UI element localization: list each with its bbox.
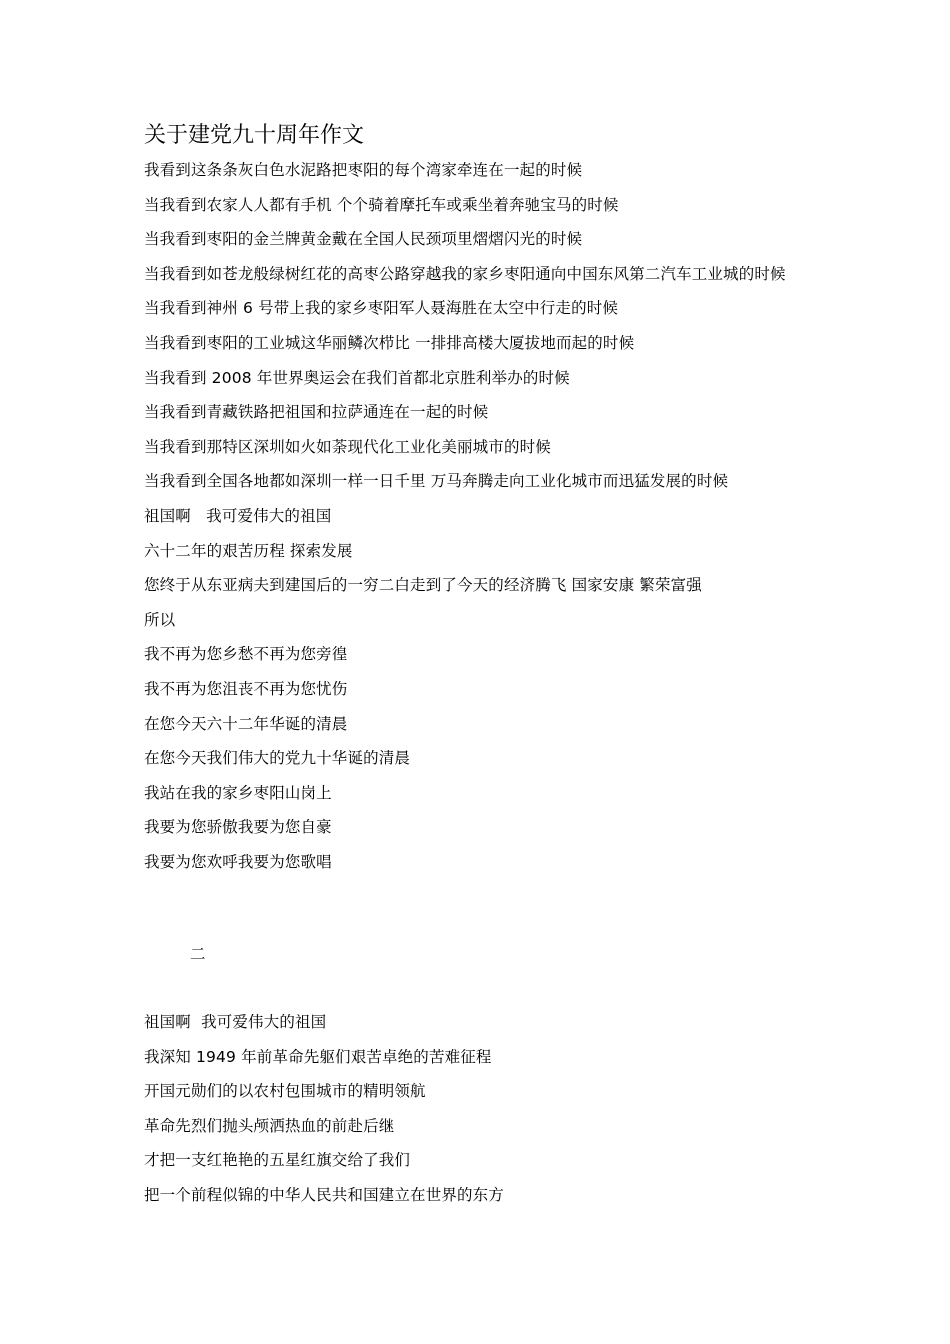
text-line: 当我看到神州 6 号带上我的家乡枣阳军人聂海胜在太空中行走的时候: [144, 299, 619, 318]
section-number: 二: [190, 945, 206, 963]
text-line: 我看到这条条灰白色水泥路把枣阳的每个湾家牵连在一起的时候: [144, 161, 583, 179]
document-title: 关于建党九十周年作文: [144, 123, 365, 148]
text-line: 当我看到农家人人都有手机 个个骑着摩托车或乘坐着奔驰宝马的时候: [144, 195, 619, 214]
text-line: 祖国啊 我可爱伟大的祖国: [144, 506, 332, 525]
text-line: 当我看到全国各地都如深圳一样一日千里 万马奔腾走向工业化城市而迅猛发展的时候: [144, 472, 729, 491]
text-line: 在您今天我们伟大的党九十华诞的清晨: [144, 749, 411, 768]
text-line: 当我看到那特区深圳如火如荼现代化工业化美丽城市的时候: [144, 437, 551, 456]
text-line: 开国元勋们的以农村包围城市的精明领航: [144, 1082, 426, 1101]
text-line: 革命先烈们抛头颅洒热血的前赴后继: [144, 1116, 395, 1135]
text-line: 我深知 1949 年前革命先躯们艰苦卓绝的苦难征程: [144, 1047, 492, 1066]
text-line: 我站在我的家乡枣阳山岗上: [144, 783, 332, 802]
text-line: 当我看到枣阳的工业城这华丽鳞次栉比 一排排高楼大厦拔地而起的时候: [144, 333, 635, 352]
text-line: 在您今天六十二年华诞的清晨: [144, 714, 348, 733]
text-line: 当我看到青藏铁路把祖国和拉萨通连在一起的时候: [144, 403, 489, 422]
text-line: 您终于从东亚病夫到建国后的一穷二白走到了今天的经济腾飞 国家安康 繁荣富强: [144, 576, 702, 595]
text-line: 祖国啊 我可爱伟大的祖国: [144, 1013, 327, 1031]
text-line: 六十二年的艰苦历程 探索发展: [144, 541, 353, 560]
text-line: 把一个前程似锦的中华人民共和国建立在世界的东方: [144, 1185, 504, 1204]
text-line: 当我看到 2008 年世界奥运会在我们首都北京胜利举办的时候: [144, 368, 570, 387]
text-line: 我要为您骄傲我要为您自豪: [144, 818, 332, 837]
text-line: 当我看到如苍龙般绿树红花的高枣公路穿越我的家乡枣阳通向中国东风第二汽车工业城的时候: [144, 264, 786, 283]
text-line: 所以: [144, 610, 176, 629]
poem-part-one: [144, 158, 814, 884]
text-line: 才把一支红艳艳的五星红旗交给了我们: [144, 1151, 411, 1170]
poem-part-two: [144, 1010, 814, 1218]
text-line: 我不再为您乡愁不再为您旁徨: [144, 645, 348, 664]
text-line: 我不再为您沮丧不再为您忧伤: [144, 679, 348, 698]
text-line: 我要为您欢呼我要为您歌唱: [144, 852, 332, 871]
text-line: 当我看到枣阳的金兰牌黄金戴在全国人民颈项里熠熠闪光的时候: [144, 230, 583, 249]
